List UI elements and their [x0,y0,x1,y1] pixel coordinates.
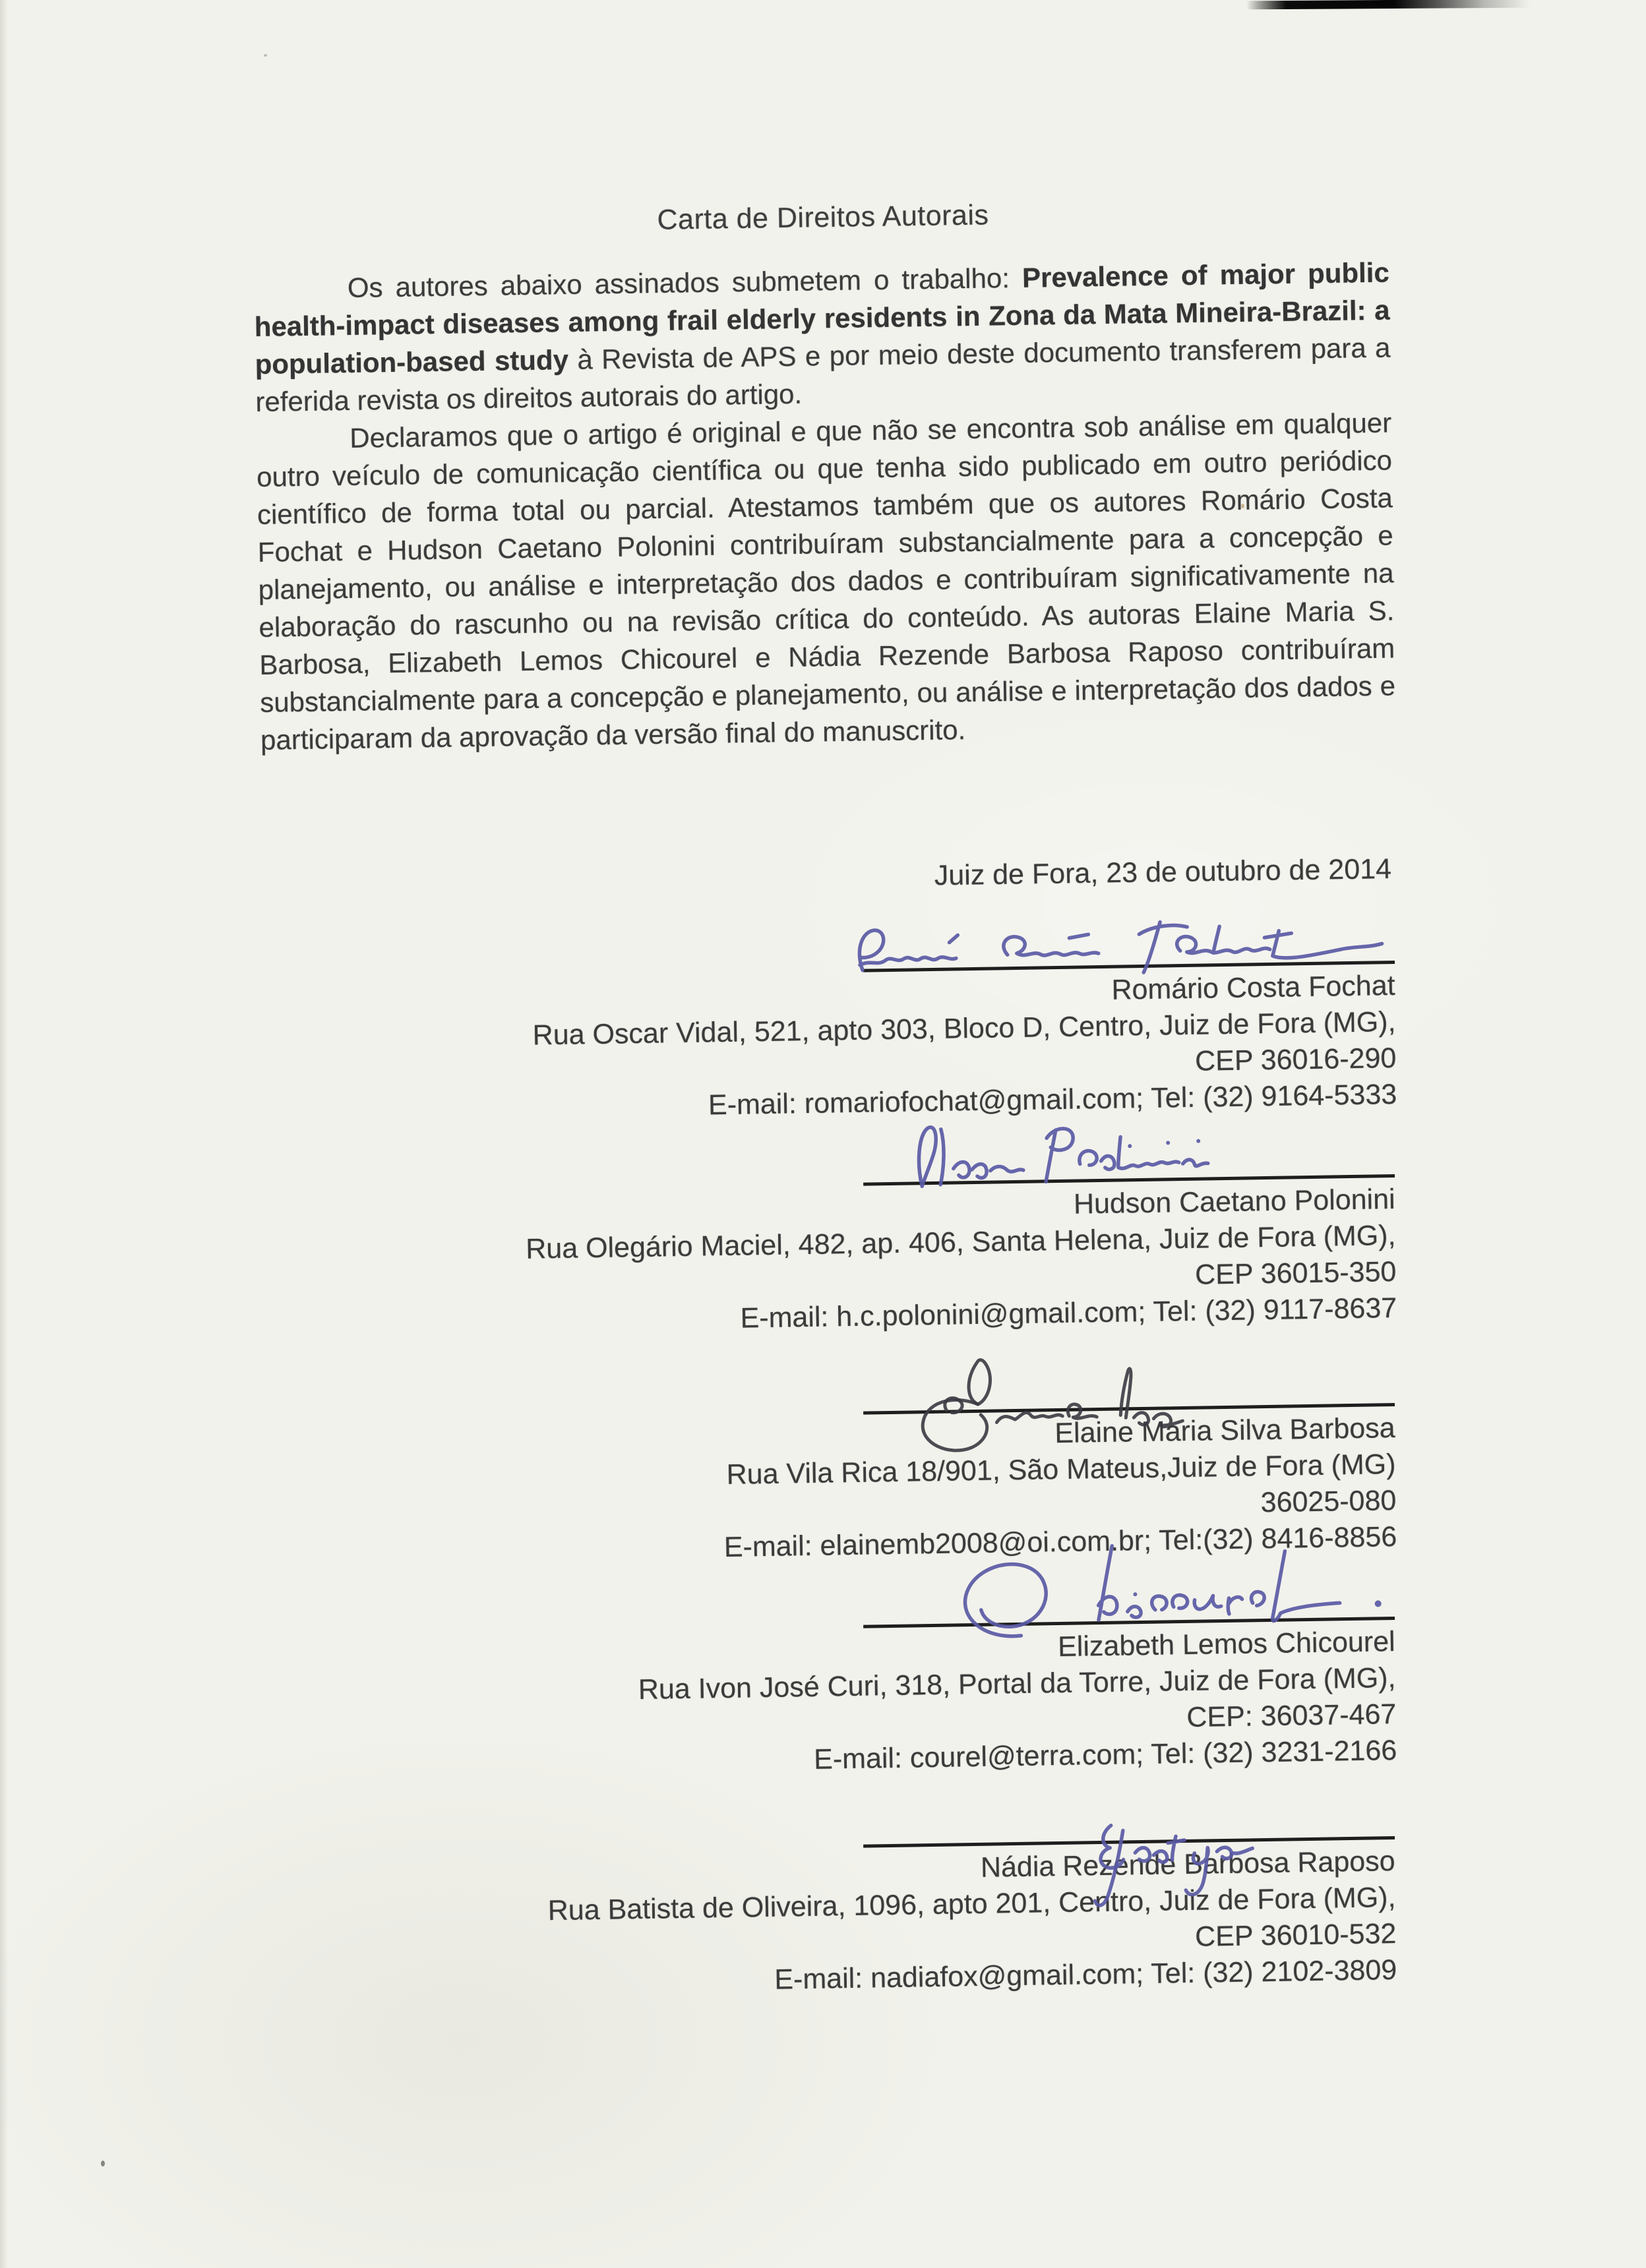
signature-block-elaine [396,1403,1397,1571]
signatory-contact: E-mail: nadiafox@gmail.com; Tel: (32) 2102-3809 [774,1954,1397,1996]
signatory-address: Rua Vila Rica 18/901, São Mateus,Juiz de Fora (MG) [726,1448,1396,1491]
signatory-cep: CEP 36016-290 [1194,1042,1397,1077]
signatory-name: Romário Costa Fochat [1111,969,1395,1006]
signatory-name: Elizabeth Lemos Chicourel [1057,1625,1395,1663]
paragraph-1-pre: Os autores abaixo assinados submetem o trabalho: [347,262,1023,303]
signatory-address: Rua Batista de Oliveira, 1096, apto 201, Centro, Juiz de Fora (MG), [547,1881,1396,1927]
signatory-name: Nádia Rezende Barbosa Raposo [980,1845,1395,1884]
scan-speck [264,54,267,57]
signatory-cep: 36025-080 [1260,1484,1397,1519]
scan-streak-artifact [1246,0,1530,9]
signatory-cep: CEP 36015-350 [1194,1255,1397,1291]
paragraph-declaration: Declaramos que o artigo é original e que não se encontra sob análise em qualquer outro veículo de comunicação científica ou que tenha sido publicado em outro periódico científico de forma total ou parcial. Atestamos também que os autores Romário Costa Fochat e Hudson Caetano Polonini contribuíram substancialmente para a concepção e planejamento, ou análise e interpretação dos dados e contribuíram significativamente na elaboração do rascunho ou na revisão crítica do conteúdo. As autoras Elaine Maria S. Barbosa, Elizabeth Lemos Chicourel e Nádia Rezende Barbosa Raposo contribuíram substancialmente para a concepção e planejamento, ou análise e interpretação dos dados e participaram da aprovação da versão final do manuscrito. [256,407,1396,756]
place-date-line: Juiz de Fora, 23 de outubro de 2014 [934,853,1392,892]
signatory-name: Elaine Maria Silva Barbosa [1054,1412,1395,1450]
letter-body [254,253,1397,758]
signatory-cep: CEP: 36037-467 [1186,1698,1397,1733]
scan-edge-shadow [0,0,9,2268]
signature-block-hudson [396,1174,1397,1342]
document-title: Carta de Direitos Autorais [657,199,989,236]
signatory-contact: E-mail: h.c.polonini@gmail.com; Tel: (32) 9117-8637 [740,1292,1397,1334]
signatory-contact: E-mail: courel@terra.com; Tel: (32) 3231-2166 [813,1734,1397,1776]
signatory-address: Rua Olegário Maciel, 482, ap. 406, Santa Helena, Juiz de Fora (MG), [525,1219,1396,1265]
signatory-cep: CEP 36010-532 [1194,1917,1397,1953]
signature-block-romario [396,961,1397,1129]
signatory-address: Rua Oscar Vidal, 521, apto 303, Bloco D, Centro, Juiz de Fora (MG), [532,1005,1396,1052]
paragraph-1-post: à Revista de APS e por meio deste documento transferem para a referida revista os direitos autorais do artigo. [255,332,1391,418]
signatory-name: Hudson Caetano Polonini [1073,1183,1395,1220]
signatory-contact: E-mail: elainemb2008@oi.com.br; Tel:(32) 8416-8856 [723,1520,1397,1564]
signatory-contact: E-mail: romariofochat@gmail.com; Tel: (32) 9164-5333 [708,1078,1397,1121]
scan-speck [101,2161,105,2166]
paragraph-submission [254,253,1391,421]
submitted-work-title: Prevalence of major public health-impact diseases among frail elderly residents in Zona da Mata Mineira-Brazil: a population-based study [254,256,1390,380]
signature-block-nadia [396,1836,1397,2004]
signatory-address: Rua Ivon José Curi, 318, Portal da Torre, Juiz de Fora (MG), [638,1661,1396,1706]
signature-block-elizabeth [396,1617,1397,1785]
